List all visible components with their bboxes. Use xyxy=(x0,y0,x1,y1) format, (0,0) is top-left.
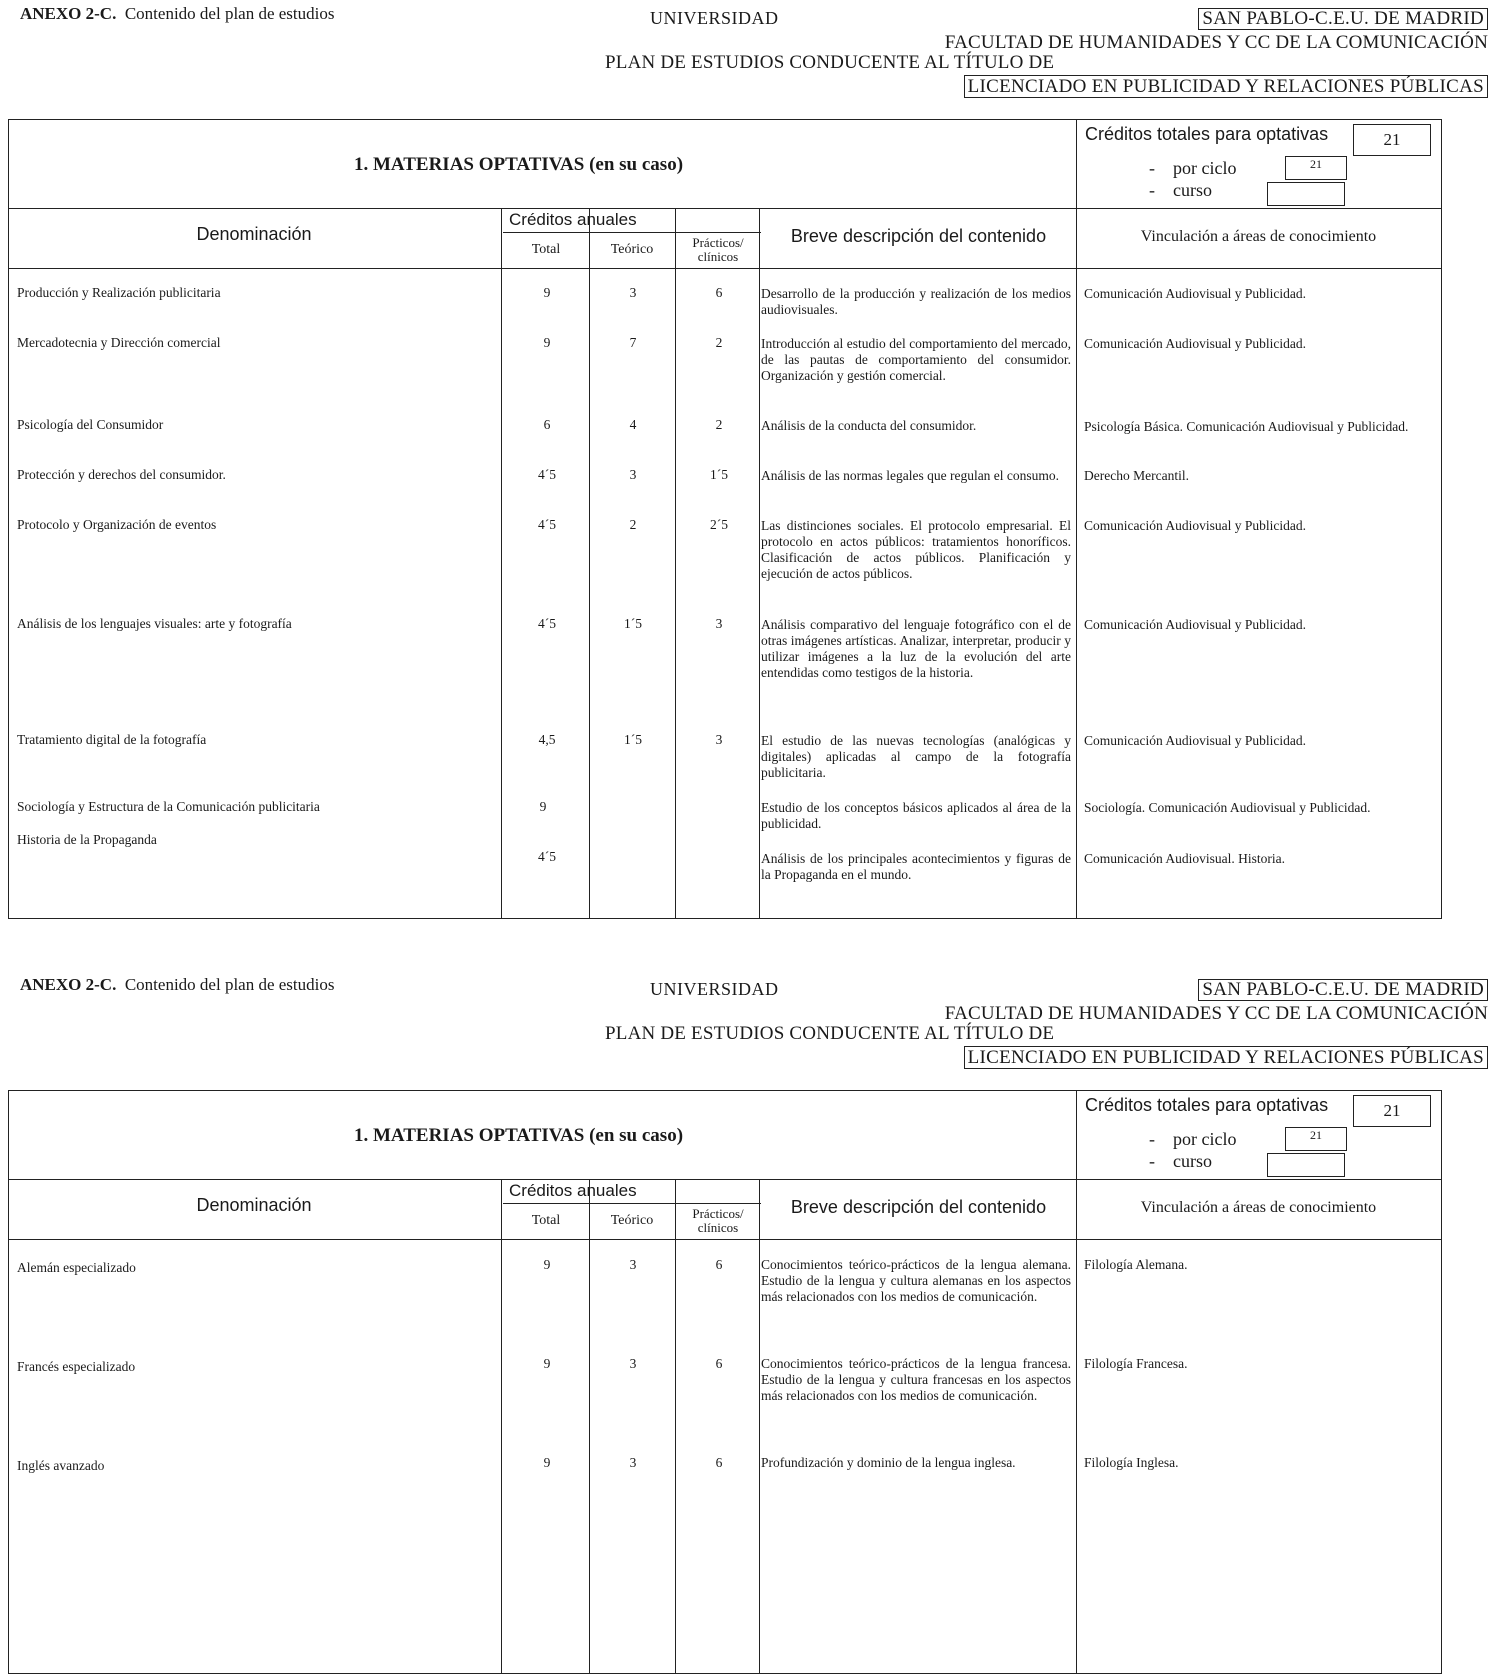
col-denominacion: Denominación xyxy=(196,1195,312,1215)
row-total: 4´5 xyxy=(538,517,556,532)
row-area: Comunicación Audiovisual y Publicidad. xyxy=(1084,336,1306,351)
creditos-subheader-line xyxy=(503,1203,761,1204)
row-area: Comunicación Audiovisual y Publicidad. xyxy=(1084,617,1306,632)
col-vinculacion: Vinculación a áreas de conocimiento xyxy=(1140,1199,1377,1216)
row-name: Tratamiento digital de la fotografía xyxy=(17,732,207,747)
row-total: 9 xyxy=(543,1455,551,1470)
col-denominacion: Denominación xyxy=(196,224,312,244)
credits-summary xyxy=(1076,120,1442,208)
divider xyxy=(501,208,502,918)
university-label: UNIVERSIDAD xyxy=(650,8,779,28)
row-practicos: 6 xyxy=(715,285,723,300)
col-vinculacion: Vinculación a áreas de conocimiento xyxy=(1140,228,1377,245)
row-practicos: 6 xyxy=(715,1455,723,1470)
row-desc: Conocimientos teórico-prácticos de la lengua francesa. Estudio de la lengua y cultura francesas en los aspectos más relacionados con los medios de comunicación. xyxy=(761,1356,1071,1403)
row-desc: Análisis de la conducta del consumidor. xyxy=(761,418,977,433)
column-headers xyxy=(9,208,1441,269)
row-desc: Profundización y dominio de la lengua inglesa. xyxy=(761,1455,1016,1470)
row-teorico: 4 xyxy=(629,417,637,432)
col-creditos-anuales: Créditos anuales xyxy=(509,210,637,229)
divider xyxy=(1076,1179,1077,1673)
col-total: Total xyxy=(531,1213,561,1228)
plan-text: PLAN DE ESTUDIOS CONDUCENTE AL TÍTULO DE xyxy=(605,1023,1055,1044)
row-area: Psicología Básica. Comunicación Audiovisual y Publicidad. xyxy=(1084,419,1409,434)
table-header xyxy=(9,1091,1441,1180)
column-headers xyxy=(9,1179,1441,1240)
row-teorico: 1´5 xyxy=(624,616,642,631)
row-total: 9 xyxy=(543,335,551,350)
por-ciclo-label: - por ciclo xyxy=(1149,1129,1237,1149)
divider xyxy=(589,1179,590,1673)
row-practicos: 2´5 xyxy=(710,517,728,532)
row-desc: Conocimientos teórico-prácticos de la lengua alemana. Estudio de la lengua y cultura alemanas en los aspectos más relacionados con los medios de comunicación. xyxy=(761,1257,1071,1304)
creditos-subheader-line xyxy=(503,232,761,233)
row-area: Filología Alemana. xyxy=(1084,1257,1188,1272)
row-teorico: 2 xyxy=(629,517,637,532)
annex-text: Contenido del plan de estudios xyxy=(124,4,335,23)
row-total: 6 xyxy=(543,417,551,432)
row-desc: El estudio de las nuevas tecnologías (analógicas y digitales) aplicadas al campo de la fotografía publicitaria. xyxy=(761,733,1071,780)
row-teorico: 7 xyxy=(629,335,637,350)
row-teorico: 1´5 xyxy=(624,732,642,747)
row-desc: Análisis comparativo del lenguaje fotográfico con el de otras imágenes artísticas. Analizar, interpretar, producir y utilizar imágenes a la luz de la evolución del arte entendidas como testigos de la historia. xyxy=(761,617,1071,680)
row-practicos: 6 xyxy=(715,1356,723,1371)
university-name: SAN PABLO-C.E.U. DE MADRID xyxy=(1198,979,1488,1001)
row-total: 9 xyxy=(539,799,547,814)
degree-title: LICENCIADO EN PUBLICIDAD Y RELACIONES PÚBLICAS xyxy=(964,75,1488,98)
plan-text: PLAN DE ESTUDIOS CONDUCENTE AL TÍTULO DE xyxy=(605,52,1055,73)
row-area: Filología Francesa. xyxy=(1084,1356,1188,1371)
row-area: Comunicación Audiovisual. Historia. xyxy=(1084,851,1285,866)
row-name: Protocolo y Organización de eventos xyxy=(17,517,217,532)
degree-title: LICENCIADO EN PUBLICIDAD Y RELACIONES PÚBLICAS xyxy=(964,1046,1488,1069)
divider xyxy=(675,1179,676,1673)
divider xyxy=(501,1179,502,1673)
divider xyxy=(1076,208,1077,918)
row-teorico: 3 xyxy=(629,285,637,300)
row-area: Comunicación Audiovisual y Publicidad. xyxy=(1084,286,1306,301)
row-practicos: 3 xyxy=(715,616,723,631)
row-name: Sociología y Estructura de la Comunicación publicitaria xyxy=(17,799,320,814)
annex-text: Contenido del plan de estudios xyxy=(124,975,335,994)
row-area: Comunicación Audiovisual y Publicidad. xyxy=(1084,518,1306,533)
row-practicos: 2 xyxy=(715,335,723,350)
optativas-table xyxy=(8,119,1442,919)
col-total: Total xyxy=(531,242,561,257)
row-name: Análisis de los lenguajes visuales: arte y fotografía xyxy=(17,616,292,631)
annex-label: ANEXO 2-C. xyxy=(20,975,117,994)
row-practicos: 3 xyxy=(715,732,723,747)
row-name: Francés especializado xyxy=(17,1359,136,1374)
row-practicos: 1´5 xyxy=(710,467,728,482)
row-total: 4´5 xyxy=(538,616,556,631)
col-teorico: Teórico xyxy=(610,242,654,257)
row-desc: Desarrollo de la producción y realización de los medios audiovisuales. xyxy=(761,286,1071,317)
row-teorico: 3 xyxy=(629,1356,637,1371)
row-practicos: 6 xyxy=(715,1257,723,1272)
optativas-table xyxy=(8,1090,1442,1674)
row-total: 9 xyxy=(543,1356,551,1371)
divider xyxy=(759,1179,760,1673)
annex-label: ANEXO 2-C. xyxy=(20,4,117,23)
por-ciclo-label: - por ciclo xyxy=(1149,158,1237,178)
curso-label: - curso xyxy=(1149,180,1212,200)
faculty-name: FACULTAD DE HUMANIDADES Y CC DE LA COMUNICACIÓN xyxy=(944,1003,1488,1024)
row-name: Mercadotecnia y Dirección comercial xyxy=(17,335,221,350)
row-teorico: 3 xyxy=(629,1257,637,1272)
col-practicos: Prácticos/ clínicos xyxy=(692,235,744,264)
row-name: Alemán especializado xyxy=(17,1260,136,1275)
curso-value-box xyxy=(1267,1153,1345,1177)
divider xyxy=(759,208,760,918)
row-name: Psicología del Consumidor xyxy=(17,417,164,432)
por-ciclo-value: 21 xyxy=(1285,1127,1347,1151)
annex-heading xyxy=(20,4,334,24)
row-total: 4´5 xyxy=(538,849,556,864)
university-name: SAN PABLO-C.E.U. DE MADRID xyxy=(1198,8,1488,30)
row-teorico: 3 xyxy=(629,467,637,482)
row-name: Producción y Realización publicitaria xyxy=(17,285,221,300)
row-desc: Las distinciones sociales. El protocolo empresarial. El protocolo en actos públicos: tratamientos honoríficos. Clasificación de actos públicos. Planificación y ejecución de actos públicos. xyxy=(761,518,1071,581)
col-teorico: Teórico xyxy=(610,1213,654,1228)
col-practicos: Prácticos/ clínicos xyxy=(692,1206,744,1235)
credits-summary xyxy=(1076,1091,1442,1179)
row-teorico: 3 xyxy=(629,1455,637,1470)
section-title: 1. MATERIAS OPTATIVAS (en su caso) xyxy=(354,154,684,175)
curso-value-box xyxy=(1267,182,1345,206)
row-area: Derecho Mercantil. xyxy=(1084,468,1189,483)
faculty-name: FACULTAD DE HUMANIDADES Y CC DE LA COMUNICACIÓN xyxy=(944,32,1488,53)
section-title: 1. MATERIAS OPTATIVAS (en su caso) xyxy=(354,1125,684,1146)
table-header xyxy=(9,120,1441,209)
row-desc: Análisis de los principales acontecimientos y figuras de la Propaganda en el mundo. xyxy=(761,851,1071,882)
row-area: Comunicación Audiovisual y Publicidad. xyxy=(1084,733,1306,748)
row-total: 4´5 xyxy=(538,467,556,482)
por-ciclo-value: 21 xyxy=(1285,156,1347,180)
row-practicos: 2 xyxy=(715,417,723,432)
row-total: 9 xyxy=(543,285,551,300)
col-descripcion: Breve descripción del contenido xyxy=(790,1197,1047,1217)
row-area: Filología Inglesa. xyxy=(1084,1455,1179,1470)
row-total: 9 xyxy=(543,1257,551,1272)
col-descripcion: Breve descripción del contenido xyxy=(790,226,1047,246)
row-area: Sociología. Comunicación Audiovisual y Publicidad. xyxy=(1084,800,1371,815)
curso-label: - curso xyxy=(1149,1151,1212,1171)
row-name: Inglés avanzado xyxy=(17,1458,105,1473)
row-desc: Análisis de las normas legales que regulan el consumo. xyxy=(761,468,1060,483)
creditos-totales-label: Créditos totales para optativas xyxy=(1085,1095,1329,1115)
annex-heading xyxy=(20,975,334,995)
row-desc: Introducción al estudio del comportamiento del mercado, de las pautas de comportamiento del consumidor. Organización y gestión comercial. xyxy=(761,336,1071,383)
row-name: Protección y derechos del consumidor. xyxy=(17,467,226,482)
creditos-totales-value: 21 xyxy=(1353,1095,1431,1127)
divider xyxy=(675,208,676,918)
creditos-totales-label: Créditos totales para optativas xyxy=(1085,124,1329,144)
row-total: 4,5 xyxy=(538,732,556,747)
col-creditos-anuales: Créditos anuales xyxy=(509,1181,637,1200)
row-name: Historia de la Propaganda xyxy=(17,832,157,847)
row-desc: Estudio de los conceptos básicos aplicados al área de la publicidad. xyxy=(761,800,1071,831)
divider xyxy=(589,208,590,918)
creditos-totales-value: 21 xyxy=(1353,124,1431,156)
university-label: UNIVERSIDAD xyxy=(650,979,779,999)
